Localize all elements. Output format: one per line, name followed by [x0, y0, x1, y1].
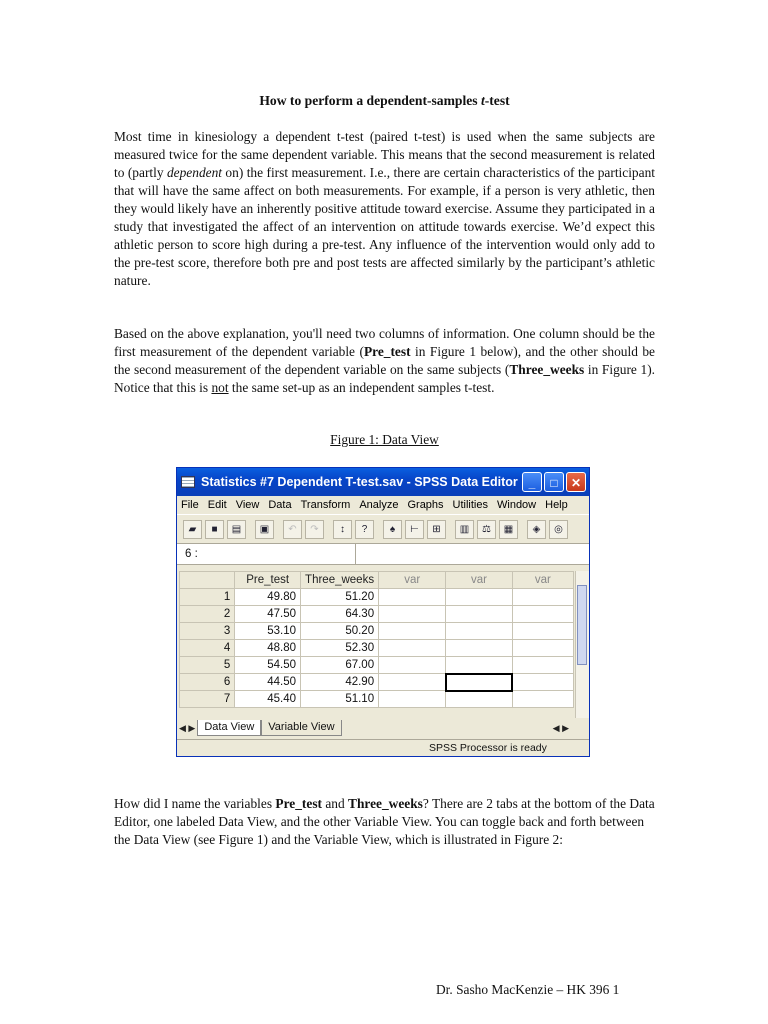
- cell-empty[interactable]: [446, 623, 512, 640]
- tab-data-view[interactable]: Data View: [197, 720, 261, 736]
- goto-chart-icon[interactable]: ↕: [333, 520, 352, 539]
- select-cases-icon[interactable]: ▦: [499, 520, 518, 539]
- cell-empty[interactable]: [512, 640, 573, 657]
- title-text-end: -test: [484, 93, 510, 108]
- value-labels-icon[interactable]: ◈: [527, 520, 546, 539]
- menu-window[interactable]: Window: [497, 499, 537, 511]
- cell-empty[interactable]: [379, 657, 446, 674]
- row-number[interactable]: 7: [180, 691, 235, 708]
- menu-bar: [177, 496, 589, 514]
- find-icon[interactable]: ♠: [383, 520, 402, 539]
- row-number[interactable]: 4: [180, 640, 235, 657]
- cell-empty[interactable]: [379, 674, 446, 691]
- table-row: [180, 640, 574, 657]
- tab-scroll-arrows-icon[interactable]: ◀ ▶: [179, 722, 196, 733]
- cell-pre-test[interactable]: 54.50: [235, 657, 301, 674]
- status-bar: [177, 739, 589, 756]
- cell-three-weeks[interactable]: 51.10: [301, 691, 379, 708]
- title-italic-t: t: [480, 93, 485, 108]
- table-row: [180, 589, 574, 606]
- menu-analyze[interactable]: Analyze: [359, 499, 399, 511]
- cell-three-weeks[interactable]: 52.30: [301, 640, 379, 657]
- column-header-var[interactable]: var: [379, 572, 446, 589]
- horizontal-scroll-arrows-icon[interactable]: ◀ ▶: [552, 722, 569, 733]
- cell-value-input[interactable]: [356, 544, 589, 564]
- cell-empty[interactable]: [379, 623, 446, 640]
- p2-text-e: the same set-up as an independent samples t-test.: [228, 380, 495, 395]
- row-number[interactable]: 1: [180, 589, 235, 606]
- use-sets-icon[interactable]: ◎: [549, 520, 568, 539]
- row-number[interactable]: 3: [180, 623, 235, 640]
- table-row: [180, 623, 574, 640]
- window-title: Statistics #7 Dependent T-test.sav - SPSS Data Editor: [201, 475, 518, 489]
- undo-icon[interactable]: ↶: [283, 520, 302, 539]
- cell-empty[interactable]: [512, 606, 573, 623]
- cell-pre-test[interactable]: 48.80: [235, 640, 301, 657]
- cell-empty[interactable]: [512, 589, 573, 606]
- cell-empty[interactable]: [446, 589, 512, 606]
- scrollbar-thumb[interactable]: [577, 585, 587, 665]
- p1-emphasis: dependent: [166, 165, 222, 180]
- table-row: [180, 674, 574, 691]
- paragraph-naming: [114, 795, 655, 849]
- cell-pre-test[interactable]: 53.10: [235, 623, 301, 640]
- corner-cell: [180, 572, 235, 589]
- p3-bold-pre-test: Pre_test: [275, 796, 322, 811]
- tab-variable-view[interactable]: Variable View: [261, 720, 341, 736]
- menu-edit[interactable]: Edit: [207, 499, 227, 511]
- cell-empty[interactable]: [379, 606, 446, 623]
- cell-empty[interactable]: [379, 589, 446, 606]
- table-row: [180, 657, 574, 674]
- status-text: SPSS Processor is ready: [429, 742, 547, 754]
- p3-text-c: and: [321, 796, 349, 811]
- save-icon[interactable]: ■: [205, 520, 224, 539]
- page-footer: Dr. Sasho MacKenzie – HK 396 1: [436, 982, 620, 997]
- selected-cell[interactable]: [446, 674, 512, 691]
- weight-cases-icon[interactable]: ⚖: [477, 520, 496, 539]
- menu-graphs[interactable]: Graphs: [407, 499, 444, 511]
- cell-empty[interactable]: [446, 606, 512, 623]
- cell-pre-test[interactable]: 44.50: [235, 674, 301, 691]
- close-button[interactable]: ✕: [566, 472, 586, 492]
- cell-empty[interactable]: [512, 657, 573, 674]
- cell-empty[interactable]: [512, 674, 573, 691]
- cell-three-weeks[interactable]: 50.20: [301, 623, 379, 640]
- menu-view[interactable]: View: [235, 499, 260, 511]
- cell-empty[interactable]: [446, 640, 512, 657]
- print-icon[interactable]: ▤: [227, 520, 246, 539]
- column-header-pre-test[interactable]: Pre_test: [235, 572, 301, 589]
- table-row: [180, 606, 574, 623]
- menu-transform[interactable]: Transform: [300, 499, 351, 511]
- p1-text-b: on) the first measurement. I.e., there are certain characteristics of the participant that will have the same affect on both measurements. For example, if a person is very athletic, then they would likely have an inherently positive attitude toward exercise. Assume they participated in a study that investigated the affect of an intervention on attitude towards exercise. We’d expect this athletic person to score high during a pre-test. Any influence of the intervention would only add to the pre-test score, therefore both pre and post tests are affected similarly by the participant’s athletic nature.: [114, 165, 655, 288]
- row-number[interactable]: 6: [180, 674, 235, 691]
- p2-text-d: in Figure 1). Notice that this is: [114, 362, 656, 395]
- menu-help[interactable]: Help: [545, 499, 568, 511]
- header-row: [180, 572, 574, 589]
- cell-three-weeks[interactable]: 67.00: [301, 657, 379, 674]
- p2-text-a: Based on the above explanation, you'll need two columns of information. One column should be the first measurement of the dependent variable (: [114, 326, 655, 359]
- column-header-var[interactable]: var: [446, 572, 512, 589]
- cell-pre-test[interactable]: 47.50: [235, 606, 301, 623]
- open-folder-icon[interactable]: ▰: [183, 520, 202, 539]
- p3-text-d: ? There are 2 tabs at the bottom of the Data Editor, one labeled Data View, and the other Variable View. You can toggle back and forth between the Data View (see Figure 1) and the Variable View, which is illustrated in Figure 2:: [114, 796, 655, 847]
- paragraph-intro: [114, 128, 655, 290]
- document-title: [114, 93, 655, 109]
- p3-bold-three-weeks: Three_weeks: [348, 796, 423, 811]
- spss-window: [176, 467, 590, 757]
- p1-text-a: Most time in kinesiology a dependent t-test (paired t-test) is used when the same subjects are measured twice for the same dependent variable. This means that the second measurement is related to (partly: [114, 129, 655, 180]
- split-file-icon[interactable]: ▥: [455, 520, 474, 539]
- title-text: How to perform a dependent-samples: [259, 93, 481, 108]
- redo-icon[interactable]: ↷: [305, 520, 324, 539]
- p2-underline-not: not: [211, 380, 229, 395]
- cell-three-weeks[interactable]: 42.90: [301, 674, 379, 691]
- p2-text-c: in Figure 1 below), and the other should be the second measurement of the dependent variable on the same subjects (: [114, 344, 655, 377]
- column-header-three-weeks[interactable]: Three_weeks: [301, 572, 379, 589]
- cell-empty[interactable]: [512, 691, 573, 708]
- cell-empty[interactable]: [446, 657, 512, 674]
- toolbar: [177, 514, 589, 544]
- p2-bold-pre-test: Pre_test: [363, 344, 411, 359]
- table-row: [180, 691, 574, 708]
- cell-empty[interactable]: [379, 691, 446, 708]
- figure-caption: Figure 1: Data View: [330, 432, 439, 447]
- cell-reference: 6 :: [177, 544, 356, 564]
- cell-editor-bar: [177, 544, 589, 565]
- minimize-button[interactable]: _: [522, 472, 542, 492]
- menu-data[interactable]: Data: [268, 499, 292, 511]
- column-header-var[interactable]: var: [512, 572, 573, 589]
- cell-empty[interactable]: [379, 640, 446, 657]
- variables-info-icon[interactable]: ?: [355, 520, 374, 539]
- p2-bold-three-weeks: Three_weeks: [509, 362, 585, 377]
- cell-pre-test[interactable]: 49.80: [235, 589, 301, 606]
- vertical-scrollbar[interactable]: [575, 571, 589, 718]
- cell-empty[interactable]: [446, 691, 512, 708]
- row-number[interactable]: 5: [180, 657, 235, 674]
- view-tabs: [179, 720, 587, 736]
- spreadsheet-icon: [181, 476, 195, 488]
- cell-three-weeks[interactable]: 51.20: [301, 589, 379, 606]
- cell-three-weeks[interactable]: 64.30: [301, 606, 379, 623]
- data-grid: [179, 571, 574, 708]
- paragraph-explanation: [114, 325, 655, 397]
- menu-utilities[interactable]: Utilities: [452, 499, 488, 511]
- cell-pre-test[interactable]: 45.40: [235, 691, 301, 708]
- row-number[interactable]: 2: [180, 606, 235, 623]
- menu-file[interactable]: File: [181, 499, 199, 511]
- dialog-recall-icon[interactable]: ▣: [255, 520, 274, 539]
- cell-empty[interactable]: [512, 623, 573, 640]
- insert-variable-icon[interactable]: ⊞: [427, 520, 446, 539]
- window-titlebar[interactable]: [177, 468, 589, 496]
- p3-text-a: How did I name the variables: [114, 796, 276, 811]
- maximize-button[interactable]: □: [544, 472, 564, 492]
- insert-cases-icon[interactable]: ⊢: [405, 520, 424, 539]
